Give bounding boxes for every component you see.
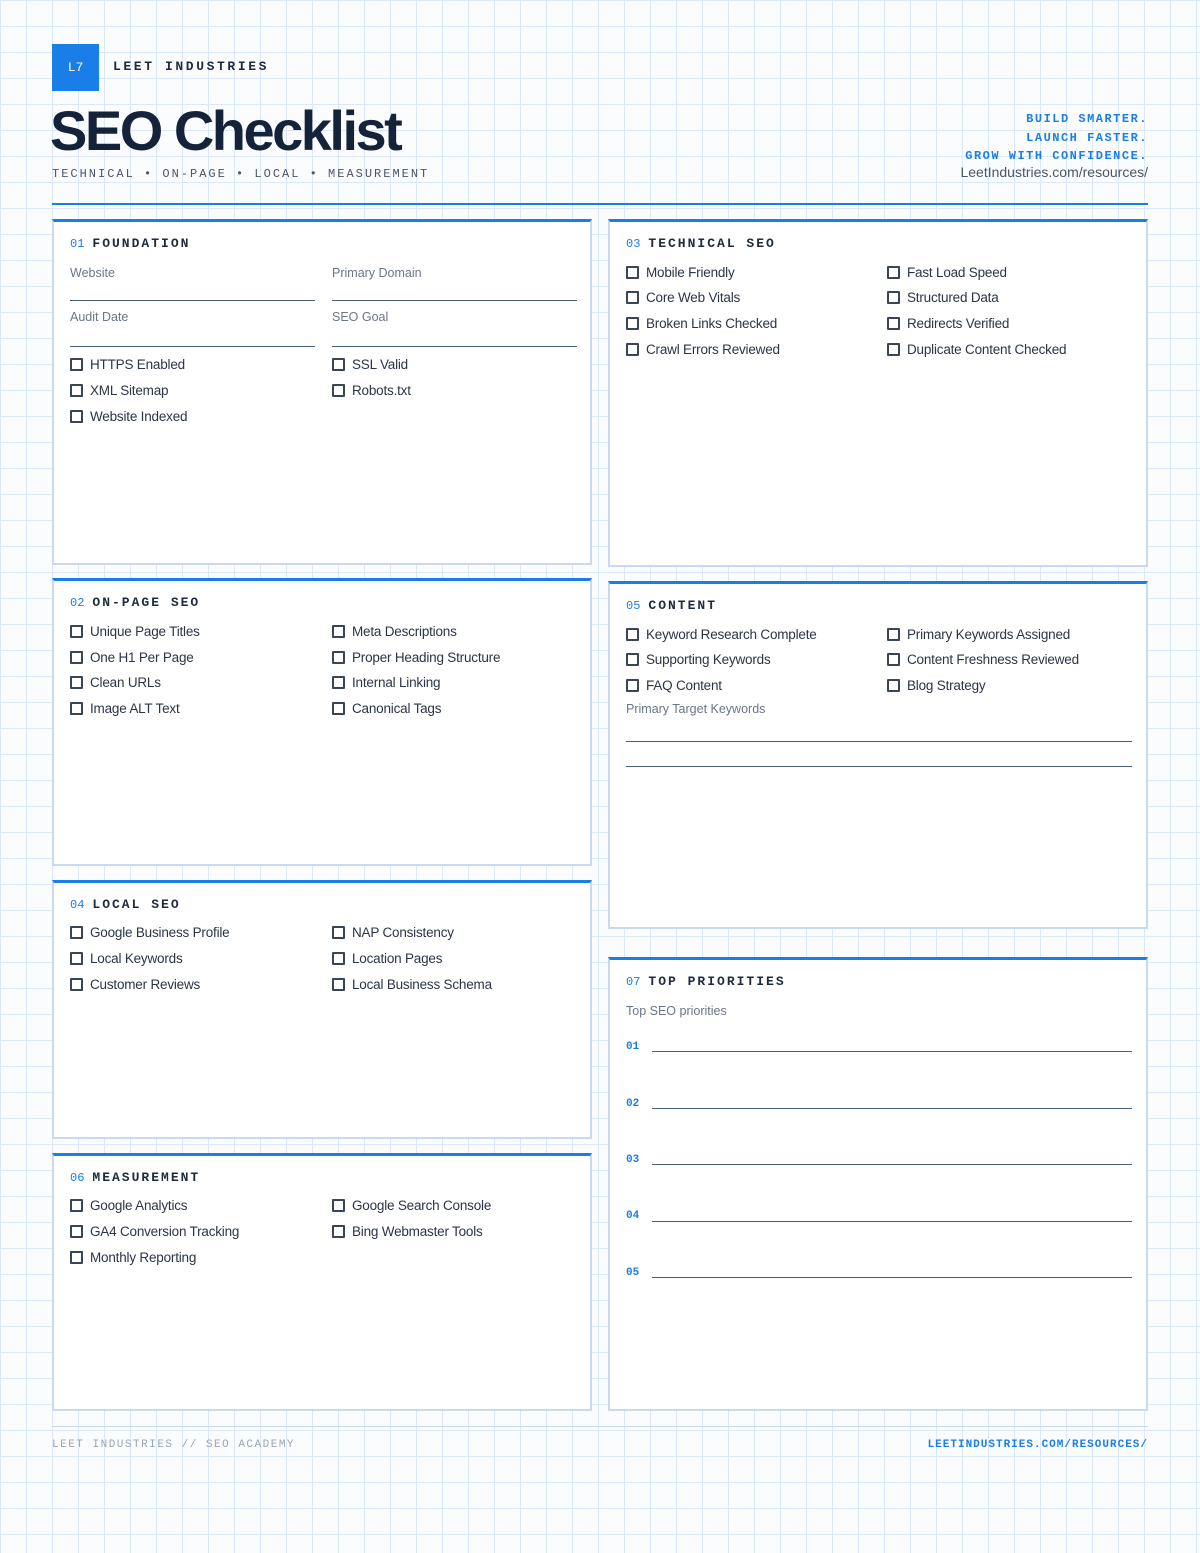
checklist-item[interactable] — [70, 1250, 196, 1265]
checkbox[interactable] — [332, 651, 345, 664]
tagline-line: LAUNCH FASTER. — [1026, 130, 1148, 145]
checklist-item-label: Bing Webmaster Tools — [352, 1224, 483, 1239]
measurement-card — [52, 1153, 592, 1411]
checkbox[interactable] — [887, 317, 900, 330]
keywords-line[interactable] — [626, 766, 1132, 767]
checklist-item-label: Location Pages — [352, 951, 443, 966]
checklist-item-label: Website Indexed — [90, 409, 188, 424]
checklist-item[interactable] — [887, 652, 1079, 667]
checklist-item[interactable] — [70, 951, 183, 966]
checklist-item-label: One H1 Per Page — [90, 650, 194, 665]
footer-credit: LEET INDUSTRIES // SEO ACADEMY — [52, 1439, 296, 1451]
checklist-item[interactable] — [70, 357, 185, 372]
audit-date-field[interactable] — [70, 346, 315, 347]
top-priorities-card — [608, 957, 1148, 1411]
checkbox[interactable] — [70, 978, 83, 991]
logo: L7 — [52, 44, 99, 91]
card-header — [70, 595, 200, 610]
card-number: 02 — [70, 596, 85, 610]
seo-goal-field[interactable] — [332, 346, 577, 347]
checklist-item[interactable] — [626, 342, 780, 357]
priority-number: 03 — [626, 1154, 640, 1166]
checklist-item[interactable] — [332, 383, 411, 398]
checklist-item[interactable] — [626, 627, 817, 642]
card-number: 03 — [626, 237, 641, 251]
checklist-item[interactable] — [70, 701, 180, 716]
header-divider — [52, 203, 1148, 205]
checklist-item-label: XML Sitemap — [90, 383, 169, 398]
checkbox[interactable] — [887, 679, 900, 692]
priorities-label: Top SEO priorities — [626, 1004, 727, 1018]
card-header — [70, 1170, 200, 1185]
priority-line[interactable] — [652, 1108, 1132, 1109]
checklist-item[interactable] — [332, 624, 457, 639]
checkbox[interactable] — [70, 952, 83, 965]
checklist-item-label: Supporting Keywords — [646, 652, 771, 667]
checklist-item-label: GA4 Conversion Tracking — [90, 1224, 240, 1239]
checklist-item-label: Primary Keywords Assigned — [907, 627, 1071, 642]
priority-number: 05 — [626, 1267, 640, 1279]
priority-number: 01 — [626, 1041, 640, 1053]
checklist-item-label: Meta Descriptions — [352, 624, 457, 639]
checkbox[interactable] — [626, 679, 639, 692]
checkbox[interactable] — [626, 628, 639, 641]
page-title: SEO Checklist — [50, 99, 401, 162]
checklist-item-label: Mobile Friendly — [646, 265, 735, 280]
foundation-card — [52, 219, 592, 565]
checklist-item[interactable] — [887, 265, 1007, 280]
card-title: ON-PAGE SEO — [92, 595, 201, 610]
technical-seo-card — [608, 219, 1148, 567]
checklist-item-label: Canonical Tags — [352, 701, 442, 716]
checklist-item-label: Google Analytics — [90, 1198, 188, 1213]
footer-divider — [52, 1426, 1148, 1427]
priority-line[interactable] — [652, 1051, 1132, 1052]
primary-domain-field-label: Primary Domain — [332, 266, 422, 280]
card-header — [626, 236, 776, 251]
checklist-item-label: Google Search Console — [352, 1198, 492, 1213]
checklist-item[interactable] — [887, 290, 999, 305]
checklist-item-label: SSL Valid — [352, 357, 408, 372]
card-number: 04 — [70, 898, 85, 912]
checklist-item-label: Content Freshness Reviewed — [907, 652, 1079, 667]
checklist-item[interactable] — [887, 678, 985, 693]
priority-line[interactable] — [652, 1221, 1132, 1222]
keywords-line[interactable] — [626, 741, 1132, 742]
checklist-item-label: Clean URLs — [90, 675, 161, 690]
checklist-item-label: Customer Reviews — [90, 977, 201, 992]
checkbox[interactable] — [70, 625, 83, 638]
checkbox[interactable] — [887, 266, 900, 279]
checklist-item-label: Proper Heading Structure — [352, 650, 501, 665]
checklist-item-label: Fast Load Speed — [907, 265, 1007, 280]
checkbox[interactable] — [332, 1225, 345, 1238]
company-name: LEET INDUSTRIES — [113, 59, 270, 74]
priority-number: 04 — [626, 1210, 640, 1222]
checklist-item-label: Redirects Verified — [907, 316, 1010, 331]
tagline — [965, 110, 1148, 166]
checklist-item-label: Image ALT Text — [90, 701, 180, 716]
checklist-item-label: Google Business Profile — [90, 925, 230, 940]
priority-line[interactable] — [652, 1164, 1132, 1165]
checkbox[interactable] — [70, 651, 83, 664]
card-title: TOP PRIORITIES — [648, 974, 786, 989]
checkbox[interactable] — [70, 1199, 83, 1212]
priority-line[interactable] — [652, 1277, 1132, 1278]
checklist-item-label: Monthly Reporting — [90, 1250, 197, 1265]
website-field[interactable] — [70, 300, 315, 301]
content-card — [608, 581, 1148, 929]
checklist-item-label: Duplicate Content Checked — [907, 342, 1067, 357]
checklist-item-label: Internal Linking — [352, 675, 441, 690]
checkbox[interactable] — [70, 702, 83, 715]
checklist-item-label: HTTPS Enabled — [90, 357, 185, 372]
checklist-item-label: Local Business Schema — [352, 977, 492, 992]
checklist-item-label: Unique Page Titles — [90, 624, 200, 639]
priority-number: 02 — [626, 1098, 640, 1110]
primary-domain-field[interactable] — [332, 300, 577, 301]
checkbox[interactable] — [70, 410, 83, 423]
checkbox[interactable] — [626, 266, 639, 279]
seo-goal-field-label: SEO Goal — [332, 310, 389, 324]
local-seo-card — [52, 880, 592, 1139]
checklist-item[interactable] — [70, 675, 161, 690]
tagline-line: GROW WITH CONFIDENCE. — [965, 149, 1148, 163]
checklist-item[interactable] — [626, 290, 740, 305]
checkbox[interactable] — [332, 702, 345, 715]
checkbox[interactable] — [887, 653, 900, 666]
checklist-item-label: Blog Strategy — [907, 678, 986, 693]
checklist-item[interactable] — [626, 678, 722, 693]
checkbox[interactable] — [887, 343, 900, 356]
checklist-item[interactable] — [70, 409, 187, 424]
checkbox[interactable] — [332, 1199, 345, 1212]
checkbox[interactable] — [332, 625, 345, 638]
primary-target-keywords-label: Primary Target Keywords — [626, 702, 766, 716]
checklist-item[interactable] — [887, 627, 1070, 642]
card-header — [70, 897, 181, 912]
checkbox[interactable] — [70, 1251, 83, 1264]
card-header — [70, 236, 190, 251]
website-field-label: Website — [70, 266, 115, 280]
checklist-item[interactable] — [626, 652, 771, 667]
checkbox[interactable] — [70, 1225, 83, 1238]
card-header — [626, 598, 717, 613]
checklist-item-label: Structured Data — [907, 290, 999, 305]
checklist-item-label: Crawl Errors Reviewed — [646, 342, 780, 357]
checkbox[interactable] — [887, 291, 900, 304]
card-number: 05 — [626, 599, 641, 613]
checklist-item-label: Robots.txt — [352, 383, 411, 398]
checklist-item[interactable] — [332, 675, 440, 690]
checklist-item[interactable] — [332, 925, 454, 940]
card-header — [626, 974, 786, 989]
checkbox[interactable] — [332, 358, 345, 371]
checklist-item[interactable] — [332, 701, 441, 716]
checkbox[interactable] — [332, 978, 345, 991]
checklist-item[interactable] — [332, 650, 500, 665]
checklist-item[interactable] — [332, 951, 442, 966]
checkbox[interactable] — [70, 358, 83, 371]
checklist-item-label: NAP Consistency — [352, 925, 454, 940]
checklist-item-label: Broken Links Checked — [646, 316, 778, 331]
card-title: TECHNICAL SEO — [648, 236, 776, 251]
checklist-item[interactable] — [332, 357, 408, 372]
card-title: FOUNDATION — [92, 236, 191, 251]
footer-url[interactable]: LEETINDUSTRIES.COM/RESOURCES/ — [927, 1439, 1148, 1451]
checklist-item[interactable] — [626, 265, 735, 280]
checkbox[interactable] — [70, 676, 83, 689]
checklist-item[interactable] — [332, 1198, 491, 1213]
checkbox[interactable] — [887, 628, 900, 641]
card-number: 01 — [70, 237, 85, 251]
checkbox[interactable] — [332, 384, 345, 397]
tagline-line: BUILD SMARTER. — [1026, 112, 1148, 126]
checkbox[interactable] — [626, 317, 639, 330]
card-number: 06 — [70, 1171, 85, 1185]
checklist-item[interactable] — [70, 1224, 239, 1239]
checkbox[interactable] — [70, 384, 83, 397]
checklist-item[interactable] — [332, 977, 492, 992]
checklist-item-label: Keyword Research Complete — [646, 627, 817, 642]
on-page-seo-card — [52, 578, 592, 866]
card-title: CONTENT — [648, 598, 718, 613]
checklist-item[interactable] — [70, 650, 194, 665]
checklist-item[interactable] — [70, 1198, 187, 1213]
checklist-item[interactable] — [887, 342, 1066, 357]
checkbox[interactable] — [626, 343, 639, 356]
audit-date-field-label: Audit Date — [70, 310, 129, 324]
checkbox[interactable] — [70, 926, 83, 939]
checkbox[interactable] — [332, 676, 345, 689]
checklist-item[interactable] — [70, 977, 200, 992]
checkbox[interactable] — [332, 952, 345, 965]
checklist-item[interactable] — [70, 624, 200, 639]
card-title: MEASUREMENT — [92, 1170, 201, 1185]
page-subtitle: TECHNICAL • ON-PAGE • LOCAL • MEASUREMENT — [52, 167, 430, 181]
card-number: 07 — [626, 975, 641, 989]
checklist-item-label: FAQ Content — [646, 678, 722, 693]
checklist-item[interactable] — [626, 316, 777, 331]
checkbox[interactable] — [626, 291, 639, 304]
checklist-item[interactable] — [332, 1224, 483, 1239]
checklist-item[interactable] — [70, 383, 168, 398]
checklist-item[interactable] — [70, 925, 229, 940]
checklist-item-label: Local Keywords — [90, 951, 183, 966]
checkbox[interactable] — [626, 653, 639, 666]
checklist-item[interactable] — [887, 316, 1009, 331]
header-url: LeetIndustries.com/resources/ — [960, 164, 1148, 180]
card-title: LOCAL SEO — [92, 897, 181, 912]
checkbox[interactable] — [332, 926, 345, 939]
checklist-item-label: Core Web Vitals — [646, 290, 741, 305]
